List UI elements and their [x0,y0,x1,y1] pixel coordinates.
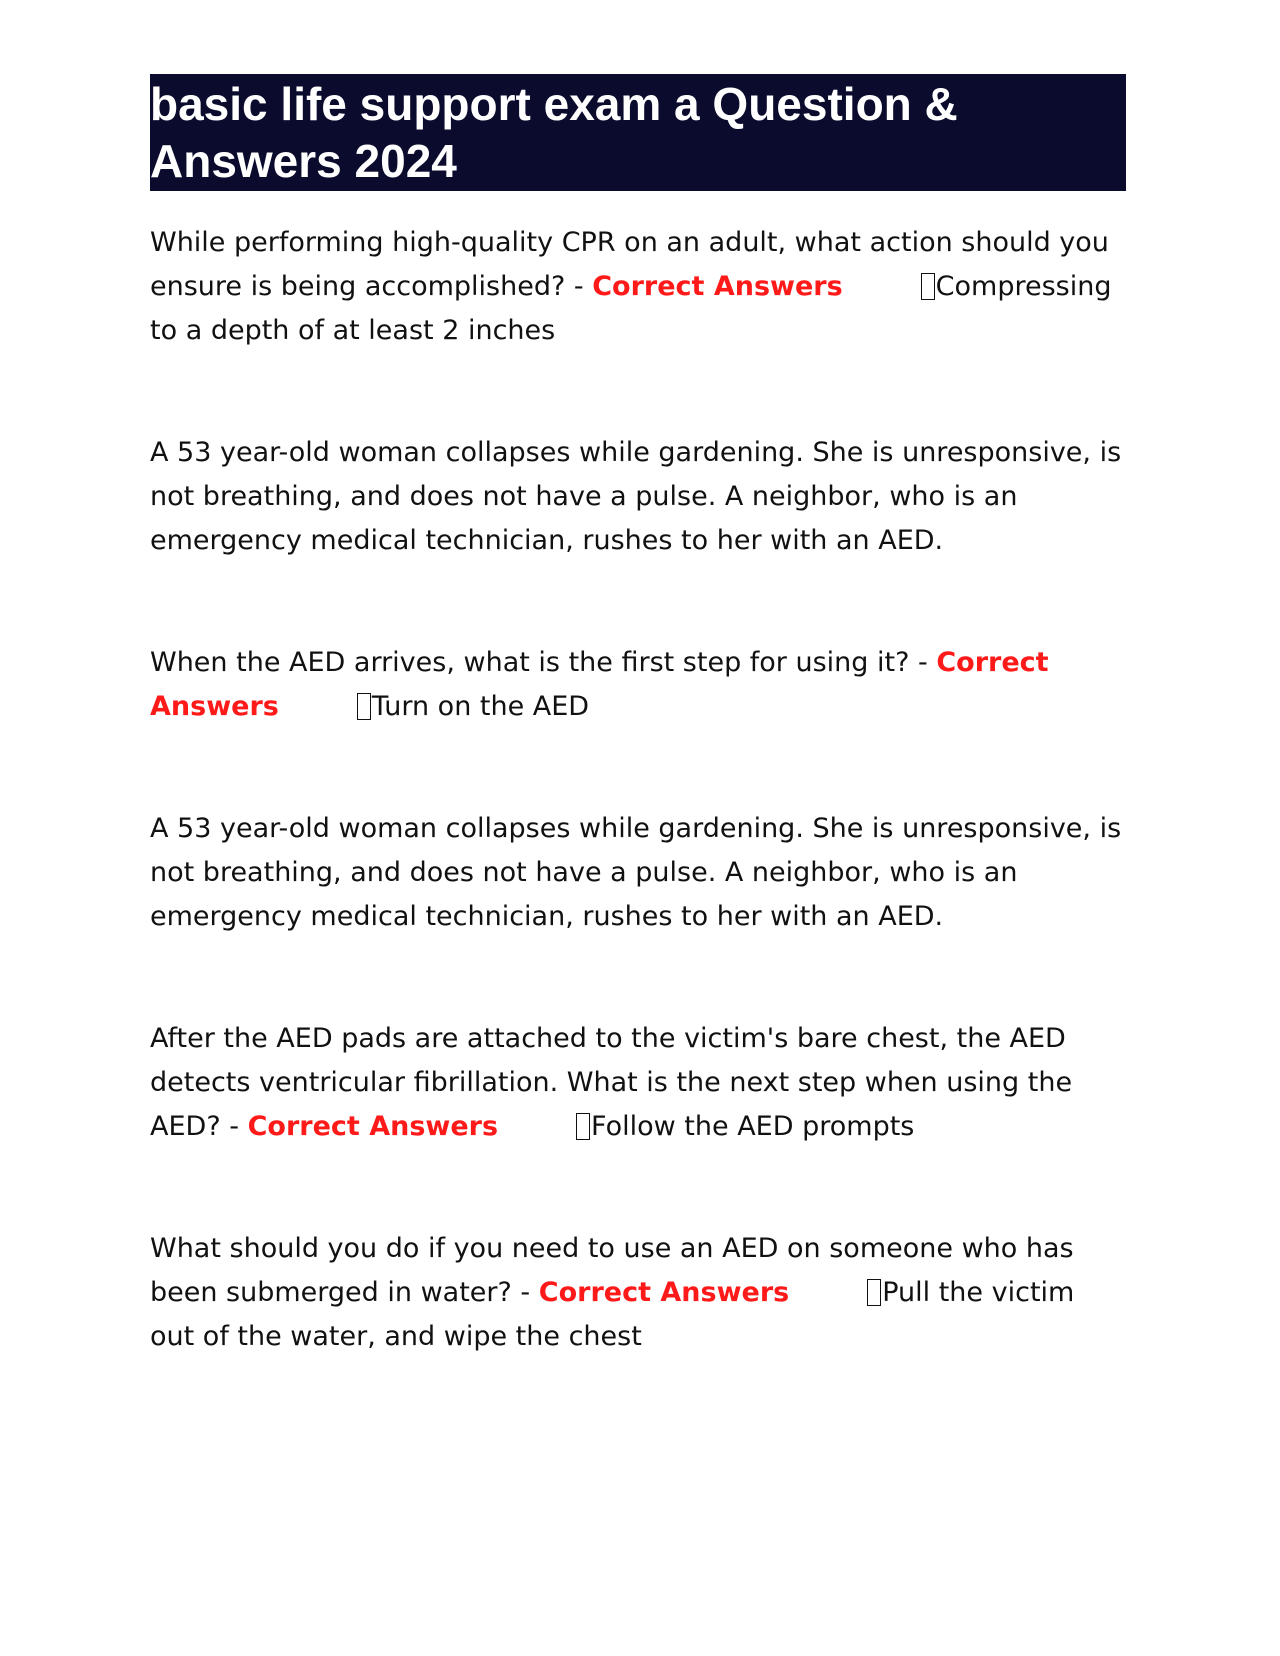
placeholder-box-icon [576,1113,590,1140]
qa-item-3 [150,1017,1126,1149]
question-text: What should you do if you need to use an AED on someone who has been submerged in water? - [150,1233,1074,1308]
placeholder-box-icon [357,693,371,720]
correct-answers-label: Correct Answers [538,1277,790,1308]
scenario-text-1: A 53 year-old woman collapses while gardening. She is unresponsive, is not breathing, and does not have a pulse. A neighbor, who is an emergency medical technician, rushes to her with an AED. [150,437,1122,556]
question-text: While performing high-quality CPR on an adult, what action should you ensure is being accomplished? - [150,227,1109,302]
correct-answers-label: Correct Answers [247,1111,499,1142]
document-title: basic life support exam a Question & Answers 2024 [150,74,1126,191]
qa-item-4 [150,1227,1126,1359]
document-page [150,74,1126,1359]
correct-answers-label: Correct Answers [150,647,1049,722]
question-text: When the AED arrives, what is the first step for using it? - [150,647,928,678]
qa-item-2 [150,641,1126,729]
placeholder-box-icon [867,1279,881,1306]
qa-item-1 [150,221,1126,353]
placeholder-box-icon [921,273,935,300]
answer-text: Pull the victim out of the water, and wipe the chest [150,1277,1075,1352]
answer-text: Turn on the AED [371,691,590,722]
answer-text: Follow the AED prompts [591,1111,915,1142]
scenario-text-2: A 53 year-old woman collapses while gardening. She is unresponsive, is not breathing, and does not have a pulse. A neighbor, who is an emergency medical technician, rushes to her with an AED. [150,813,1122,932]
answer-text: Compressing to a depth of at least 2 inches [150,271,1112,346]
correct-answers-label: Correct Answers [592,271,843,302]
question-text: After the AED pads are attached to the victim's bare chest, the AED detects ventricular fibrillation. What is the next step when using the AED? - [150,1023,1073,1142]
